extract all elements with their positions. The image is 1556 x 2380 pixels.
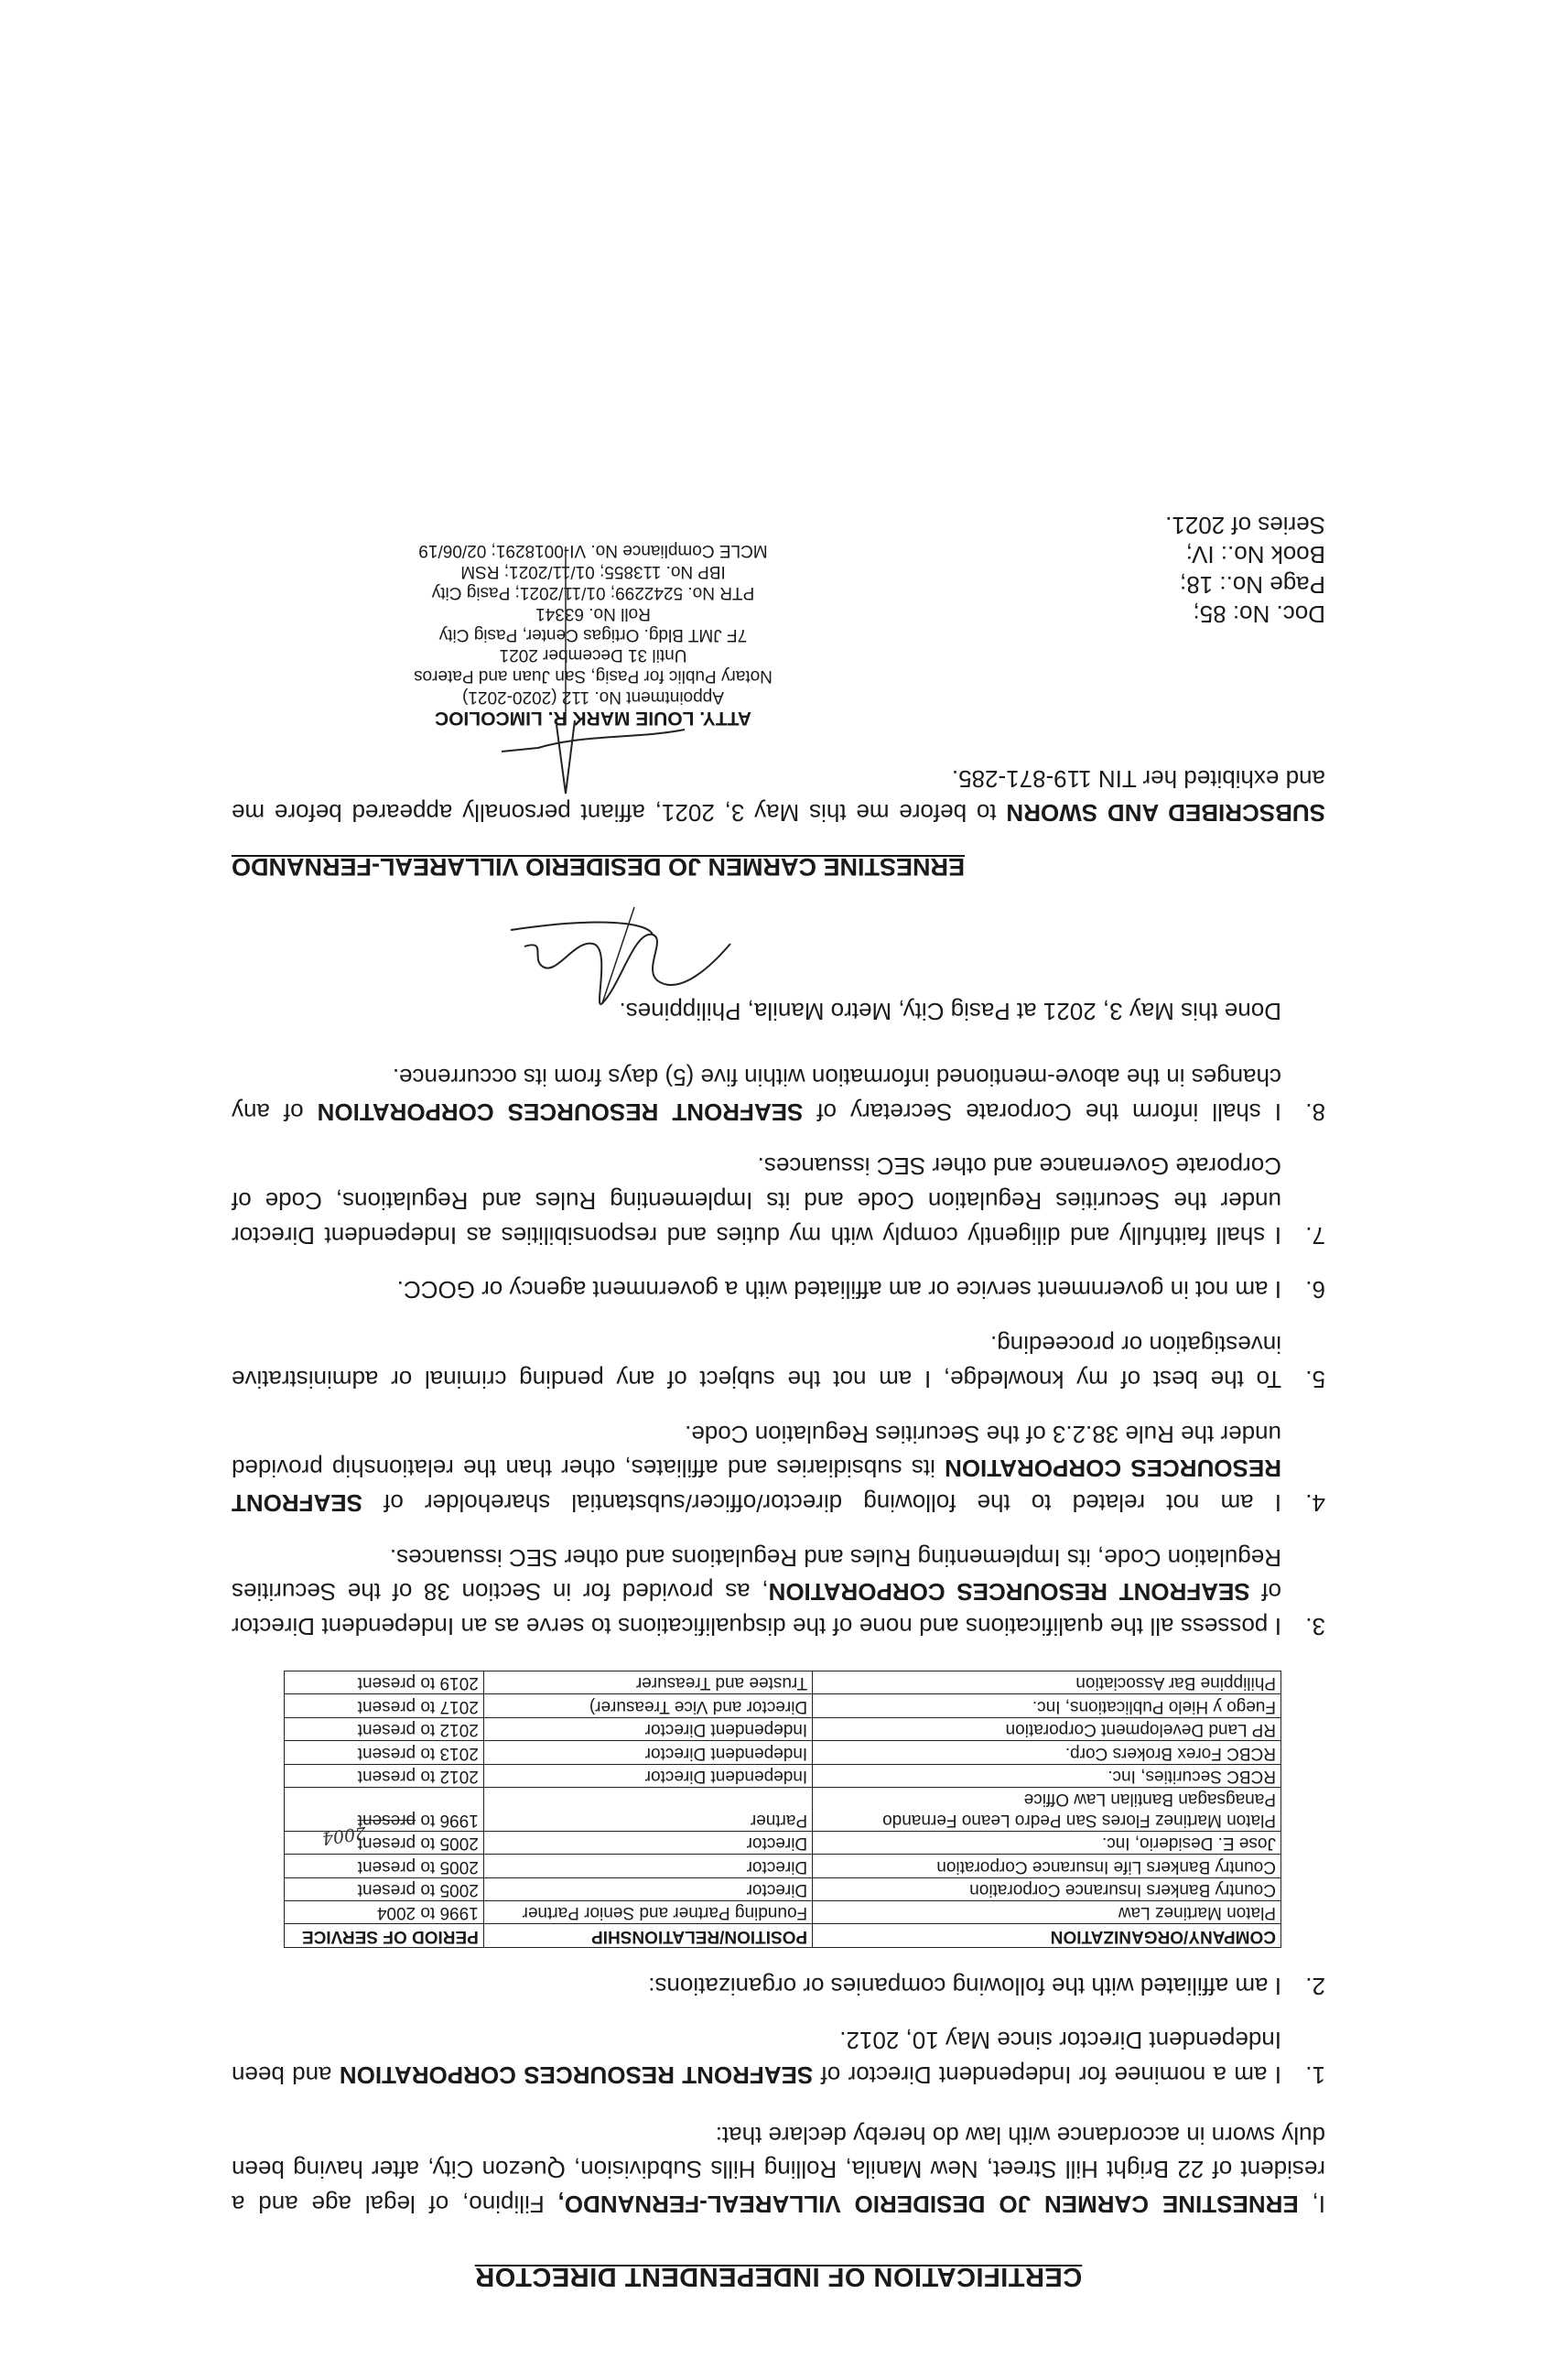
table-cell: Director and Vice Treasurer) [483, 1694, 812, 1717]
table-row [285, 1787, 1281, 1831]
table-cell: Independent Director [483, 1741, 812, 1764]
item-number: 8. [1305, 1098, 1325, 1126]
affiliations-table [284, 1671, 1281, 1948]
notary-line: MCLE Compliance No. VI-0018291; 02/06/19 [418, 541, 768, 561]
series-year: Series of 2021. [1165, 511, 1325, 539]
table-cell: Fuego y Hielo Publications, Inc. [813, 1694, 1281, 1717]
table-cell: Founding Partner and Senior Partner [483, 1901, 812, 1924]
notary-line: PTR No. 5242299; 01/11/2021; Pasig City [431, 582, 755, 602]
column-header: PERIOD OF SERVICE [285, 1924, 484, 1947]
item-4-text-b: its subsidiaries and affiliates, other than the relationship provided under the Rule 38.2.3 of the Securities Regulation Code. [232, 1420, 1281, 1483]
affiant-signature [502, 903, 740, 1031]
item-1 [232, 2023, 1325, 2092]
table-cell: 2019 to present [285, 1671, 484, 1693]
item-number: 1. [1305, 2061, 1325, 2089]
item-1-text-a: I am a nominee for Independent Director of [813, 2061, 1281, 2089]
item-2 [232, 1968, 1325, 2003]
table-cell: Director [483, 1831, 812, 1854]
item-6 [232, 1272, 1325, 1307]
column-header: POSITION/RELATIONSHIP [483, 1924, 812, 1947]
item-number: 7. [1305, 1221, 1325, 1250]
notary-line: Roll No. 63341 [535, 603, 651, 623]
jurat-lead: SUBSCRIBED AND SWORN [1006, 799, 1325, 828]
table-cell: Director [483, 1877, 812, 1900]
table-cell: 2005 to present [285, 1831, 484, 1854]
table-cell: 2005 to present [285, 1877, 484, 1900]
notary-line: 7F JMT Bldg. Ortigas Center, Pasig City [438, 624, 748, 644]
item-5 [232, 1326, 1325, 1395]
table-cell: 2012 to present [285, 1717, 484, 1740]
table-cell: 1996 to 2004 [285, 1901, 484, 1924]
document-title: CERTIFICATION OF INDEPENDENT DIRECTOR [474, 2262, 1083, 2291]
table-cell: RCBC Securities, Inc. [813, 1764, 1281, 1787]
table-row [285, 1764, 1281, 1787]
company-name: SEAFRONT RESOURCES CORPORATION [339, 2061, 814, 2089]
table-cell: 2012 to present [285, 1764, 484, 1787]
table-cell: Jose E. Desiderio, Inc. [813, 1831, 1281, 1854]
item-1-text-b: and been Independent Director since May 10, 2012. [231, 2027, 1281, 2089]
table-cell: Partner [483, 1787, 812, 1831]
notary-line: Until 31 December 2021 [499, 645, 687, 665]
jurat-paragraph [232, 761, 1325, 829]
table-header-row [285, 1924, 1281, 1947]
table-cell: 2017 to present [285, 1694, 484, 1717]
item-text: I shall faithfully and diligently comply with my duties and responsibilities as Independent Director under the Securities Regulation Code and its Implementing Rules and Regulations, Code of Corporate Governance and other SEC issuances. [232, 1152, 1281, 1250]
item-number: 6. [1305, 1276, 1325, 1304]
intro-rest: Filipino, of legal age and a resident of 22 Bright Hill Street, New Manila, Rolling Hills Subdivision, Quezon City, after having been duly sworn in accordance with law do hereby declare that: [232, 2121, 1325, 2218]
table-row [285, 1877, 1281, 1900]
intro-paragraph [232, 2117, 1325, 2221]
item-text [232, 1059, 1281, 1128]
table-row [285, 1831, 1281, 1854]
table-cell: Director [483, 1855, 812, 1877]
notary-signature [492, 702, 694, 812]
table-row [285, 1671, 1281, 1693]
signatory-name: ERNESTINE CARMEN JO DESIDERIO VILLAREAL-FERNANDO [232, 852, 966, 881]
item-4 [232, 1416, 1325, 1520]
document-content [232, 455, 1325, 2296]
intro-lead: I, [1312, 2190, 1325, 2218]
done-line: Done this May 3, 2021 at Pasig City, Metro Manila, Philippines. [619, 998, 1281, 1026]
item-number: 3. [1305, 1612, 1325, 1640]
item-8-text-a: I shall inform the Corporate Secretary of [803, 1098, 1281, 1126]
item-text: I am not in government service or am affiliated with a government agency or GOCC. [396, 1276, 1281, 1304]
column-header: COMPANY/ORGANIZATION [813, 1924, 1281, 1947]
item-7 [232, 1149, 1325, 1252]
item-3-text-b: , as provided for in Section 38 of the Securities Regulation Code, its Implementing Rules and Regulations and other SEC issuances. [232, 1543, 1281, 1606]
table-cell: Country Bankers Insurance Corporation [813, 1877, 1281, 1900]
item-text [232, 1540, 1281, 1643]
book-number: Book No.: IV; [1185, 541, 1325, 569]
table-cell: RP Land Development Corporation [813, 1717, 1281, 1740]
table-row [285, 1855, 1281, 1877]
item-8 [232, 1059, 1325, 1128]
table-cell: Independent Director [483, 1717, 812, 1740]
notary-name: ATTY. LOUIE MARK R. LIMCOLIOC [434, 708, 752, 730]
notary-line: IBP No. 113855; 01/11/2021; RSM [460, 562, 726, 582]
company-name: SEAFRONT RESOURCES CORPORATION [232, 1455, 1281, 1517]
item-text: To the best of my knowledge, I am not the subject of any pending criminal or administrative investigation or proceeding. [232, 1331, 1281, 1393]
item-number: 4. [1305, 1488, 1325, 1517]
table-cell: Country Bankers Life Insurance Corporation [813, 1855, 1281, 1877]
table-row [285, 1717, 1281, 1740]
doc-number: Doc. No: 85; [1193, 600, 1325, 629]
table-cell: 2013 to present [285, 1741, 484, 1764]
table-cell: Platon Martinez Flores San Pedro Leano Fernando Panagsagan Bantilan Law Office [813, 1787, 1281, 1831]
table-cell: 2005 to present [285, 1855, 484, 1877]
handwritten-correction: 2004 [320, 1822, 368, 1849]
item-text [232, 1416, 1281, 1520]
item-text [232, 2023, 1281, 2092]
table-cell: RCBC Forex Brokers Corp. [813, 1741, 1281, 1764]
affiant-name: ERNESTINE CARMEN JO DESIDERIO VILLAREAL-FERNANDO, [557, 2190, 1299, 2218]
jurat-rest: to before me this May 3, 2021, affiant personally appeared before me and exhibited her TIN 119-871-285. [232, 764, 1325, 828]
item-number: 5. [1305, 1365, 1325, 1393]
table-cell: Trustee and Treasurer [483, 1671, 812, 1693]
item-3-text-a: I possess all the qualifications and none of the disqualifications to serve as an Independent Director of [232, 1578, 1281, 1640]
table-cell: Platon Martinez Law [813, 1901, 1281, 1924]
company-name: SEAFRONT RESOURCES CORPORATION [768, 1578, 1250, 1606]
signature-area [232, 884, 1325, 994]
table-cell: Independent Director [483, 1764, 812, 1787]
table-row [285, 1694, 1281, 1717]
item-8-text-b: of any changes in the above-mentioned information within five (5) days from its occurrence. [232, 1064, 1281, 1126]
document-reference [1165, 510, 1325, 629]
item-3 [232, 1540, 1325, 1643]
struck-text: present [357, 1810, 416, 1830]
table-row [285, 1741, 1281, 1764]
period-text: 1996 to [416, 1810, 479, 1830]
notary-line: Appointment No. 112 (2020-2021) [462, 687, 724, 707]
item-4-text-a: I am not related to the following director/officer/substantial shareholder of [362, 1488, 1281, 1517]
notary-details [364, 540, 822, 730]
page-number: Page No.: 18; [1180, 570, 1325, 599]
item-number: 2. [1305, 1972, 1325, 2000]
table-cell: Philippine Bar Association [813, 1671, 1281, 1693]
table-row [285, 1901, 1281, 1924]
company-name: SEAFRONT RESOURCES CORPORATION [317, 1098, 804, 1126]
notary-line: Notary Public for Pasig, San Juan and Pateros [414, 666, 773, 687]
notarial-block [232, 455, 1325, 730]
item-text: I am affiliated with the following companies or organizations: [648, 1972, 1281, 2000]
